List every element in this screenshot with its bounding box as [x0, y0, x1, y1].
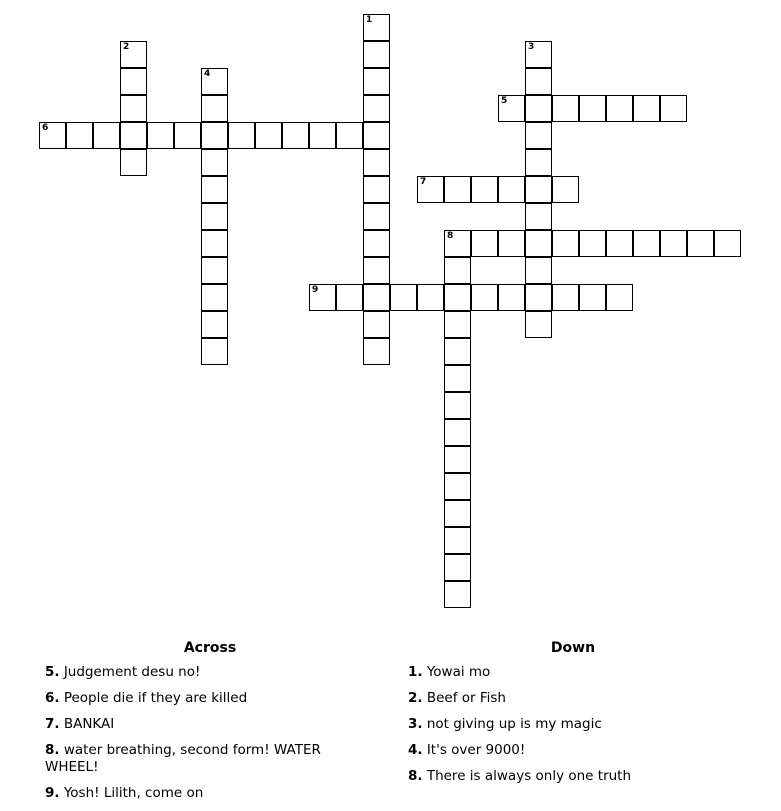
grid-cell[interactable]	[363, 95, 390, 122]
grid-cell[interactable]	[120, 41, 147, 68]
grid-cell[interactable]	[660, 95, 687, 122]
grid-cell[interactable]	[444, 473, 471, 500]
grid-cell[interactable]	[471, 230, 498, 257]
grid-cell[interactable]	[201, 257, 228, 284]
across-clue	[45, 716, 375, 733]
grid-cell[interactable]	[552, 176, 579, 203]
grid-cell[interactable]	[444, 446, 471, 473]
grid-cell[interactable]	[633, 230, 660, 257]
grid-cell[interactable]	[201, 149, 228, 176]
grid-cell[interactable]	[201, 284, 228, 311]
across-clue	[45, 742, 375, 776]
grid-cell[interactable]	[552, 230, 579, 257]
grid-cell[interactable]	[444, 176, 471, 203]
grid-cell[interactable]	[444, 392, 471, 419]
grid-cell[interactable]	[363, 257, 390, 284]
grid-cell[interactable]	[201, 203, 228, 230]
clue-number: 2.	[408, 690, 423, 706]
across-clue	[45, 664, 375, 681]
grid-cell[interactable]	[363, 230, 390, 257]
cell-number: 3	[528, 42, 535, 52]
clue-number: 4.	[408, 742, 423, 758]
grid-cell[interactable]	[606, 230, 633, 257]
clue-text: Judgement desu no!	[63, 664, 201, 680]
grid-cell[interactable]	[633, 95, 660, 122]
grid-cell[interactable]	[444, 365, 471, 392]
grid-cell[interactable]	[498, 284, 525, 311]
grid-cell[interactable]	[444, 554, 471, 581]
across-clue	[45, 785, 375, 802]
down-clue	[408, 690, 738, 707]
grid-cell[interactable]	[498, 95, 525, 122]
clue-text: It's over 9000!	[426, 742, 526, 758]
grid-cell[interactable]	[579, 284, 606, 311]
grid-cell[interactable]	[444, 230, 471, 257]
grid-cell[interactable]	[525, 284, 552, 311]
down-clue	[408, 664, 738, 681]
grid-cell[interactable]	[66, 122, 93, 149]
grid-cell[interactable]	[444, 284, 471, 311]
cell-number: 6	[42, 123, 49, 133]
across-clues	[45, 640, 375, 811]
cell-number: 8	[447, 231, 454, 241]
grid-cell[interactable]	[417, 176, 444, 203]
grid-cell[interactable]	[525, 122, 552, 149]
grid-cell[interactable]	[444, 311, 471, 338]
clue-number: 7.	[45, 716, 60, 732]
grid-cell[interactable]	[39, 122, 66, 149]
grid-cell[interactable]	[525, 41, 552, 68]
grid-cell[interactable]	[336, 122, 363, 149]
grid-cell[interactable]	[201, 95, 228, 122]
clue-text: Yosh! Lilith, come on	[63, 785, 204, 801]
cell-number: 5	[501, 96, 508, 106]
grid-cell[interactable]	[498, 230, 525, 257]
grid-cell[interactable]	[363, 338, 390, 365]
grid-cell[interactable]	[606, 95, 633, 122]
grid-cell[interactable]	[201, 122, 228, 149]
cell-number: 9	[312, 285, 319, 295]
cell-number: 7	[420, 177, 427, 187]
grid-cell[interactable]	[336, 284, 363, 311]
down-clue	[408, 716, 738, 733]
grid-cell[interactable]	[390, 284, 417, 311]
grid-cell[interactable]	[309, 122, 336, 149]
grid-cell[interactable]	[147, 122, 174, 149]
grid-cell[interactable]	[579, 230, 606, 257]
grid-cell[interactable]	[363, 14, 390, 41]
cell-number: 4	[204, 69, 211, 79]
cell-number: 1	[366, 15, 373, 25]
grid-cell[interactable]	[579, 95, 606, 122]
grid-cell[interactable]	[498, 176, 525, 203]
grid-cell[interactable]	[444, 581, 471, 608]
grid-cell[interactable]	[363, 149, 390, 176]
grid-cell[interactable]	[525, 257, 552, 284]
clue-text: Yowai mo	[426, 664, 491, 680]
grid-cell[interactable]	[525, 311, 552, 338]
grid-cell[interactable]	[525, 149, 552, 176]
down-clues	[408, 640, 738, 794]
grid-cell[interactable]	[714, 230, 741, 257]
grid-cell[interactable]	[687, 230, 714, 257]
grid-cell[interactable]	[363, 122, 390, 149]
grid-cell[interactable]	[471, 176, 498, 203]
grid-cell[interactable]	[120, 68, 147, 95]
clue-text: Beef or Fish	[426, 690, 506, 706]
grid-cell[interactable]	[444, 419, 471, 446]
grid-cell[interactable]	[201, 176, 228, 203]
clue-number: 8.	[45, 742, 60, 758]
clue-number: 1.	[408, 664, 423, 680]
clue-number: 6.	[45, 690, 60, 706]
clue-number: 9.	[45, 785, 60, 801]
grid-cell[interactable]	[606, 284, 633, 311]
grid-cell[interactable]	[93, 122, 120, 149]
grid-cell[interactable]	[444, 500, 471, 527]
grid-cell[interactable]	[525, 176, 552, 203]
grid-cell[interactable]	[120, 122, 147, 149]
grid-cell[interactable]	[201, 338, 228, 365]
grid-cell[interactable]	[525, 68, 552, 95]
grid-cell[interactable]	[174, 122, 201, 149]
grid-cell[interactable]	[363, 176, 390, 203]
grid-cell[interactable]	[525, 203, 552, 230]
down-heading: Down	[550, 640, 596, 656]
clue-text: not giving up is my magic	[426, 716, 602, 732]
grid-cell[interactable]	[120, 149, 147, 176]
grid-cell[interactable]	[228, 122, 255, 149]
cell-number: 2	[123, 42, 130, 52]
clue-number: 8.	[408, 768, 423, 784]
clue-text: BANKAI	[63, 716, 115, 732]
clue-number: 3.	[408, 716, 423, 732]
grid-cell[interactable]	[417, 284, 444, 311]
grid-cell[interactable]	[201, 230, 228, 257]
clue-text: water breathing, second form! WATER WHEEL!	[45, 742, 321, 775]
clue-number: 5.	[45, 664, 60, 680]
down-clue	[408, 742, 738, 759]
grid-cell[interactable]	[525, 95, 552, 122]
grid-cell[interactable]	[552, 95, 579, 122]
grid-cell[interactable]	[363, 311, 390, 338]
grid-cell[interactable]	[525, 230, 552, 257]
grid-cell[interactable]	[363, 68, 390, 95]
grid-cell[interactable]	[444, 338, 471, 365]
clue-text: There is always only one truth	[426, 768, 632, 784]
grid-cell[interactable]	[255, 122, 282, 149]
down-clue	[408, 768, 738, 785]
grid-cell[interactable]	[660, 230, 687, 257]
grid-cell[interactable]	[363, 203, 390, 230]
grid-cell[interactable]	[363, 284, 390, 311]
grid-cell[interactable]	[201, 68, 228, 95]
grid-cell[interactable]	[552, 284, 579, 311]
grid-cell[interactable]	[309, 284, 336, 311]
grid-cell[interactable]	[444, 527, 471, 554]
grid-cell[interactable]	[471, 284, 498, 311]
across-clue	[45, 690, 375, 707]
across-heading: Across	[183, 640, 237, 656]
grid-cell[interactable]	[201, 311, 228, 338]
clue-text: People die if they are killed	[63, 690, 248, 706]
grid-cell[interactable]	[282, 122, 309, 149]
grid-cell[interactable]	[444, 257, 471, 284]
grid-cell[interactable]	[363, 41, 390, 68]
grid-cell[interactable]	[120, 95, 147, 122]
